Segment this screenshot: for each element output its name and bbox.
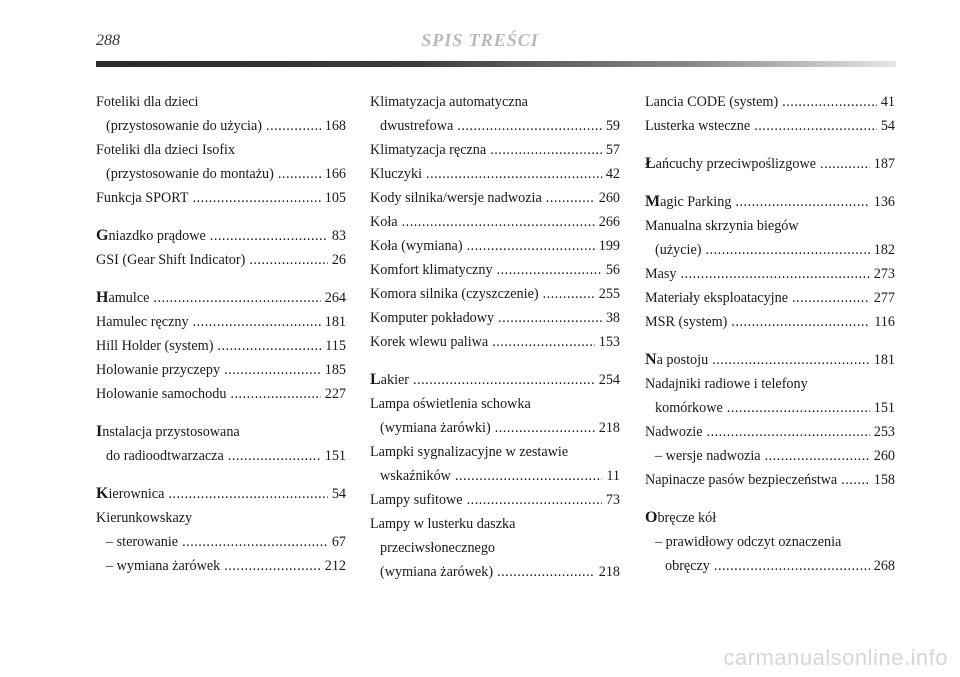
page-ref[interactable]: 136	[873, 194, 895, 210]
entry-text: Lampa oświetlenia schowka	[370, 396, 531, 412]
entry-text: – wymiana żarówek	[106, 558, 221, 574]
index-entry	[370, 258, 620, 282]
page-ref[interactable]: 266	[598, 214, 620, 230]
section-gap	[645, 334, 895, 348]
index-entry	[645, 152, 895, 176]
index-entry	[645, 506, 895, 578]
page-ref[interactable]: 253	[873, 424, 895, 440]
index-entry	[645, 420, 895, 444]
page-ref[interactable]: 166	[324, 166, 346, 182]
section-letter: O	[645, 509, 658, 526]
index-entry	[370, 488, 620, 512]
watermark: carmanualsonline.info	[723, 645, 948, 670]
entry-text: Masy	[645, 266, 677, 282]
entry-text: akier	[380, 372, 410, 388]
section-gap	[645, 492, 895, 506]
leader-dots	[498, 306, 602, 330]
page-ref[interactable]: 260	[873, 448, 895, 464]
entry-text: (wymiana żarówek)	[380, 564, 494, 580]
leader-dots	[820, 152, 870, 176]
leader-dots	[735, 190, 869, 214]
leader-dots	[217, 334, 321, 358]
header-rule	[96, 61, 896, 67]
leader-dots	[731, 310, 870, 334]
entry-text: obręczy	[665, 558, 710, 574]
leader-dots	[490, 138, 602, 162]
leader-dots	[782, 90, 877, 114]
page-ref[interactable]: 26	[331, 252, 346, 268]
leader-dots	[727, 396, 870, 420]
index-entry	[645, 444, 895, 468]
leader-dots	[210, 224, 328, 248]
entry-text: ańcuchy przeciwpoślizgowe	[655, 156, 817, 172]
section-letter: N	[645, 351, 657, 368]
index-entry	[370, 440, 620, 488]
section-letter: M	[645, 193, 661, 210]
page-number: 288	[96, 32, 120, 49]
leader-dots	[426, 162, 602, 186]
page-ref[interactable]: 54	[331, 486, 346, 502]
index-entry	[96, 482, 346, 506]
leader-dots	[182, 530, 328, 554]
index-entry	[370, 330, 620, 354]
index-entry	[645, 286, 895, 310]
leader-dots	[402, 210, 595, 234]
entry-text: Koła (wymiana)	[370, 238, 463, 254]
leader-dots	[754, 114, 877, 138]
page-ref[interactable]: 273	[873, 266, 895, 282]
leader-dots	[266, 114, 321, 138]
section-gap	[96, 468, 346, 482]
section-letter: K	[96, 485, 109, 502]
page-ref[interactable]: 181	[873, 352, 895, 368]
entry-text: ierownica	[108, 486, 165, 502]
page-ref[interactable]: 268	[873, 558, 895, 574]
page-ref[interactable]: 56	[605, 262, 620, 278]
entry-text: Foteliki dla dzieci Isofix	[96, 142, 236, 158]
page-ref[interactable]: 11	[606, 468, 620, 484]
index-entry	[370, 392, 620, 440]
page-ref[interactable]: 182	[873, 242, 895, 258]
page-ref[interactable]: 153	[598, 334, 620, 350]
page-ref[interactable]: 59	[605, 118, 620, 134]
leader-dots	[497, 560, 595, 584]
section-gap	[96, 210, 346, 224]
index-entry	[96, 248, 346, 272]
page-ref[interactable]: 42	[605, 166, 620, 182]
leader-dots	[492, 330, 595, 354]
leader-dots	[765, 444, 870, 468]
index-entry	[370, 512, 620, 584]
entry-text: nstalacja przystosowana	[102, 424, 240, 440]
leader-dots	[230, 382, 320, 406]
entry-text: amulce	[108, 290, 150, 306]
page-ref[interactable]: 168	[324, 118, 346, 134]
entry-text: agic Parking	[660, 194, 732, 210]
section-gap	[645, 176, 895, 190]
page-ref[interactable]: 57	[605, 142, 620, 158]
page-ref[interactable]: 255	[598, 286, 620, 302]
leader-dots	[249, 248, 327, 272]
leader-dots	[467, 488, 602, 512]
entry-text: do radioodtwarzacza	[106, 448, 224, 464]
leader-dots	[707, 420, 870, 444]
page-ref[interactable]: 185	[324, 362, 346, 378]
section-gap	[645, 138, 895, 152]
page-ref[interactable]: 181	[324, 314, 346, 330]
entry-text: Manualna skrzynia biegów	[645, 218, 799, 234]
page-ref[interactable]: 38	[605, 310, 620, 326]
index-entry	[370, 90, 620, 138]
leader-dots	[543, 282, 595, 306]
page-ref[interactable]: 151	[873, 400, 895, 416]
index-entry	[645, 90, 895, 114]
leader-dots	[455, 464, 602, 488]
leader-dots	[495, 416, 595, 440]
entry-text: (użycie)	[655, 242, 702, 258]
section-letter: G	[96, 227, 109, 244]
leader-dots	[681, 262, 870, 286]
index-entry	[645, 262, 895, 286]
page-ref[interactable]: 254	[598, 372, 620, 388]
index-entry	[96, 224, 346, 248]
index-entry	[370, 162, 620, 186]
leader-dots	[224, 358, 321, 382]
entry-text: (wymiana żarówki)	[380, 420, 491, 436]
page-ref[interactable]: 73	[605, 492, 620, 508]
entry-text: Komputer pokładowy	[370, 310, 495, 326]
leader-dots	[792, 286, 870, 310]
page-title: SPIS TREŚCI	[421, 30, 539, 50]
entry-text: wskaźników	[380, 468, 451, 484]
page-ref[interactable]: 264	[324, 290, 346, 306]
entry-text: GSI (Gear Shift Indicator)	[96, 252, 246, 268]
entry-text: Lampy sufitowe	[370, 492, 463, 508]
entry-text: Klimatyzacja ręczna	[370, 142, 487, 158]
index-entry	[370, 138, 620, 162]
index-entry	[96, 186, 346, 210]
index-entry	[96, 138, 346, 186]
entry-text: Koła	[370, 214, 398, 230]
index-entry	[370, 186, 620, 210]
entry-text: Komora silnika (czyszczenie)	[370, 286, 539, 302]
entry-text: niazdko prądowe	[108, 228, 206, 244]
index-entry	[370, 368, 620, 392]
index-entry	[370, 306, 620, 330]
entry-text: Lampy w lusterku daszka	[370, 516, 516, 532]
index-column-1	[96, 90, 346, 578]
index-entry	[96, 310, 346, 334]
index-entry	[96, 90, 346, 138]
page-ref[interactable]: 187	[873, 156, 895, 172]
entry-text: a postoju	[656, 352, 709, 368]
entry-text: Komfort klimatyczny	[370, 262, 493, 278]
entry-text: Materiały eksploatacyjne	[645, 290, 788, 306]
entry-text: Kody silnika/wersje nadwozia	[370, 190, 542, 206]
entry-text: Holowanie samochodu	[96, 386, 227, 402]
leader-dots	[467, 234, 595, 258]
page-ref[interactable]: 199	[598, 238, 620, 254]
index-entry	[645, 372, 895, 420]
index-entry	[370, 282, 620, 306]
page-ref[interactable]: 218	[598, 420, 620, 436]
entry-text: Lancia CODE (system)	[645, 94, 779, 110]
index-entry	[645, 190, 895, 214]
page-ref[interactable]: 212	[324, 558, 346, 574]
leader-dots	[193, 186, 321, 210]
leader-dots	[224, 554, 320, 578]
entry-text: Funkcja SPORT	[96, 190, 189, 206]
section-letter: L	[370, 371, 381, 388]
leader-dots	[413, 368, 595, 392]
entry-text: MSR (system)	[645, 314, 728, 330]
page-ref[interactable]: 260	[598, 190, 620, 206]
entry-text: Klimatyzacja automatyczna	[370, 94, 528, 110]
entry-text: Lampki sygnalizacyjne w zestawie	[370, 444, 569, 460]
entry-text: Napinacze pasów bezpieczeństwa	[645, 472, 838, 488]
section-gap	[370, 354, 620, 368]
entry-text: bręcze kół	[657, 510, 717, 526]
leader-dots	[841, 468, 870, 492]
index-entry	[645, 114, 895, 138]
page-ref[interactable]: 41	[880, 94, 895, 110]
leader-dots	[168, 482, 327, 506]
entry-text: przeciwsłonecznego	[380, 540, 496, 556]
entry-text: Hamulec ręczny	[96, 314, 189, 330]
index-column-2	[370, 90, 620, 584]
index-entry	[645, 348, 895, 372]
index-entry	[645, 310, 895, 334]
entry-text: dwustrefowa	[380, 118, 454, 134]
page-ref[interactable]: 277	[873, 290, 895, 306]
entry-text: (przystosowanie do montażu)	[106, 166, 274, 182]
page-ref[interactable]: 67	[331, 534, 346, 550]
page-ref[interactable]: 218	[598, 564, 620, 580]
entry-text: – prawidłowy odczyt oznaczenia	[655, 534, 842, 550]
section-gap	[96, 406, 346, 420]
leader-dots	[705, 238, 869, 262]
section-letter: Ł	[645, 155, 656, 172]
section-letter: H	[96, 289, 109, 306]
index-entry	[645, 468, 895, 492]
page-ref[interactable]: 116	[874, 314, 895, 330]
leader-dots	[193, 310, 321, 334]
entry-text: komórkowe	[655, 400, 723, 416]
entry-text: Foteliki dla dzieci	[96, 94, 199, 110]
page-ref[interactable]: 151	[324, 448, 346, 464]
index-entry	[96, 420, 346, 468]
leader-dots	[228, 444, 321, 468]
section-letter: I	[96, 423, 103, 440]
index-entry	[96, 286, 346, 310]
page-ref[interactable]: 54	[880, 118, 895, 134]
entry-text: Kluczyki	[370, 166, 423, 182]
section-gap	[96, 272, 346, 286]
leader-dots	[497, 258, 602, 282]
index-entry	[96, 382, 346, 406]
index-column-3	[645, 90, 895, 578]
entry-text: Lusterka wsteczne	[645, 118, 751, 134]
page-ref[interactable]: 105	[324, 190, 346, 206]
entry-text: Korek wlewu paliwa	[370, 334, 489, 350]
index-entry	[370, 210, 620, 234]
index-entry	[645, 214, 895, 262]
leader-dots	[546, 186, 595, 210]
leader-dots	[714, 554, 870, 578]
entry-text: (przystosowanie do użycia)	[106, 118, 263, 134]
page-ref[interactable]: 158	[873, 472, 895, 488]
page-ref[interactable]: 227	[324, 386, 346, 402]
entry-text: Nadwozie	[645, 424, 703, 440]
entry-text: Nadajniki radiowe i telefony	[645, 376, 808, 392]
index-entry	[96, 358, 346, 382]
index-entry	[96, 334, 346, 358]
page-ref[interactable]: 83	[331, 228, 346, 244]
page-ref[interactable]: 115	[325, 338, 346, 354]
leader-dots	[712, 348, 870, 372]
entry-text: – wersje nadwozia	[655, 448, 761, 464]
leader-dots	[153, 286, 320, 310]
leader-dots	[278, 162, 321, 186]
index-entry	[96, 506, 346, 578]
index-entry	[370, 234, 620, 258]
leader-dots	[457, 114, 602, 138]
entry-text: – sterowanie	[106, 534, 179, 550]
entry-text: Kierunkowskazy	[96, 510, 193, 526]
entry-text: Hill Holder (system)	[96, 338, 214, 354]
entry-text: Holowanie przyczepy	[96, 362, 221, 378]
